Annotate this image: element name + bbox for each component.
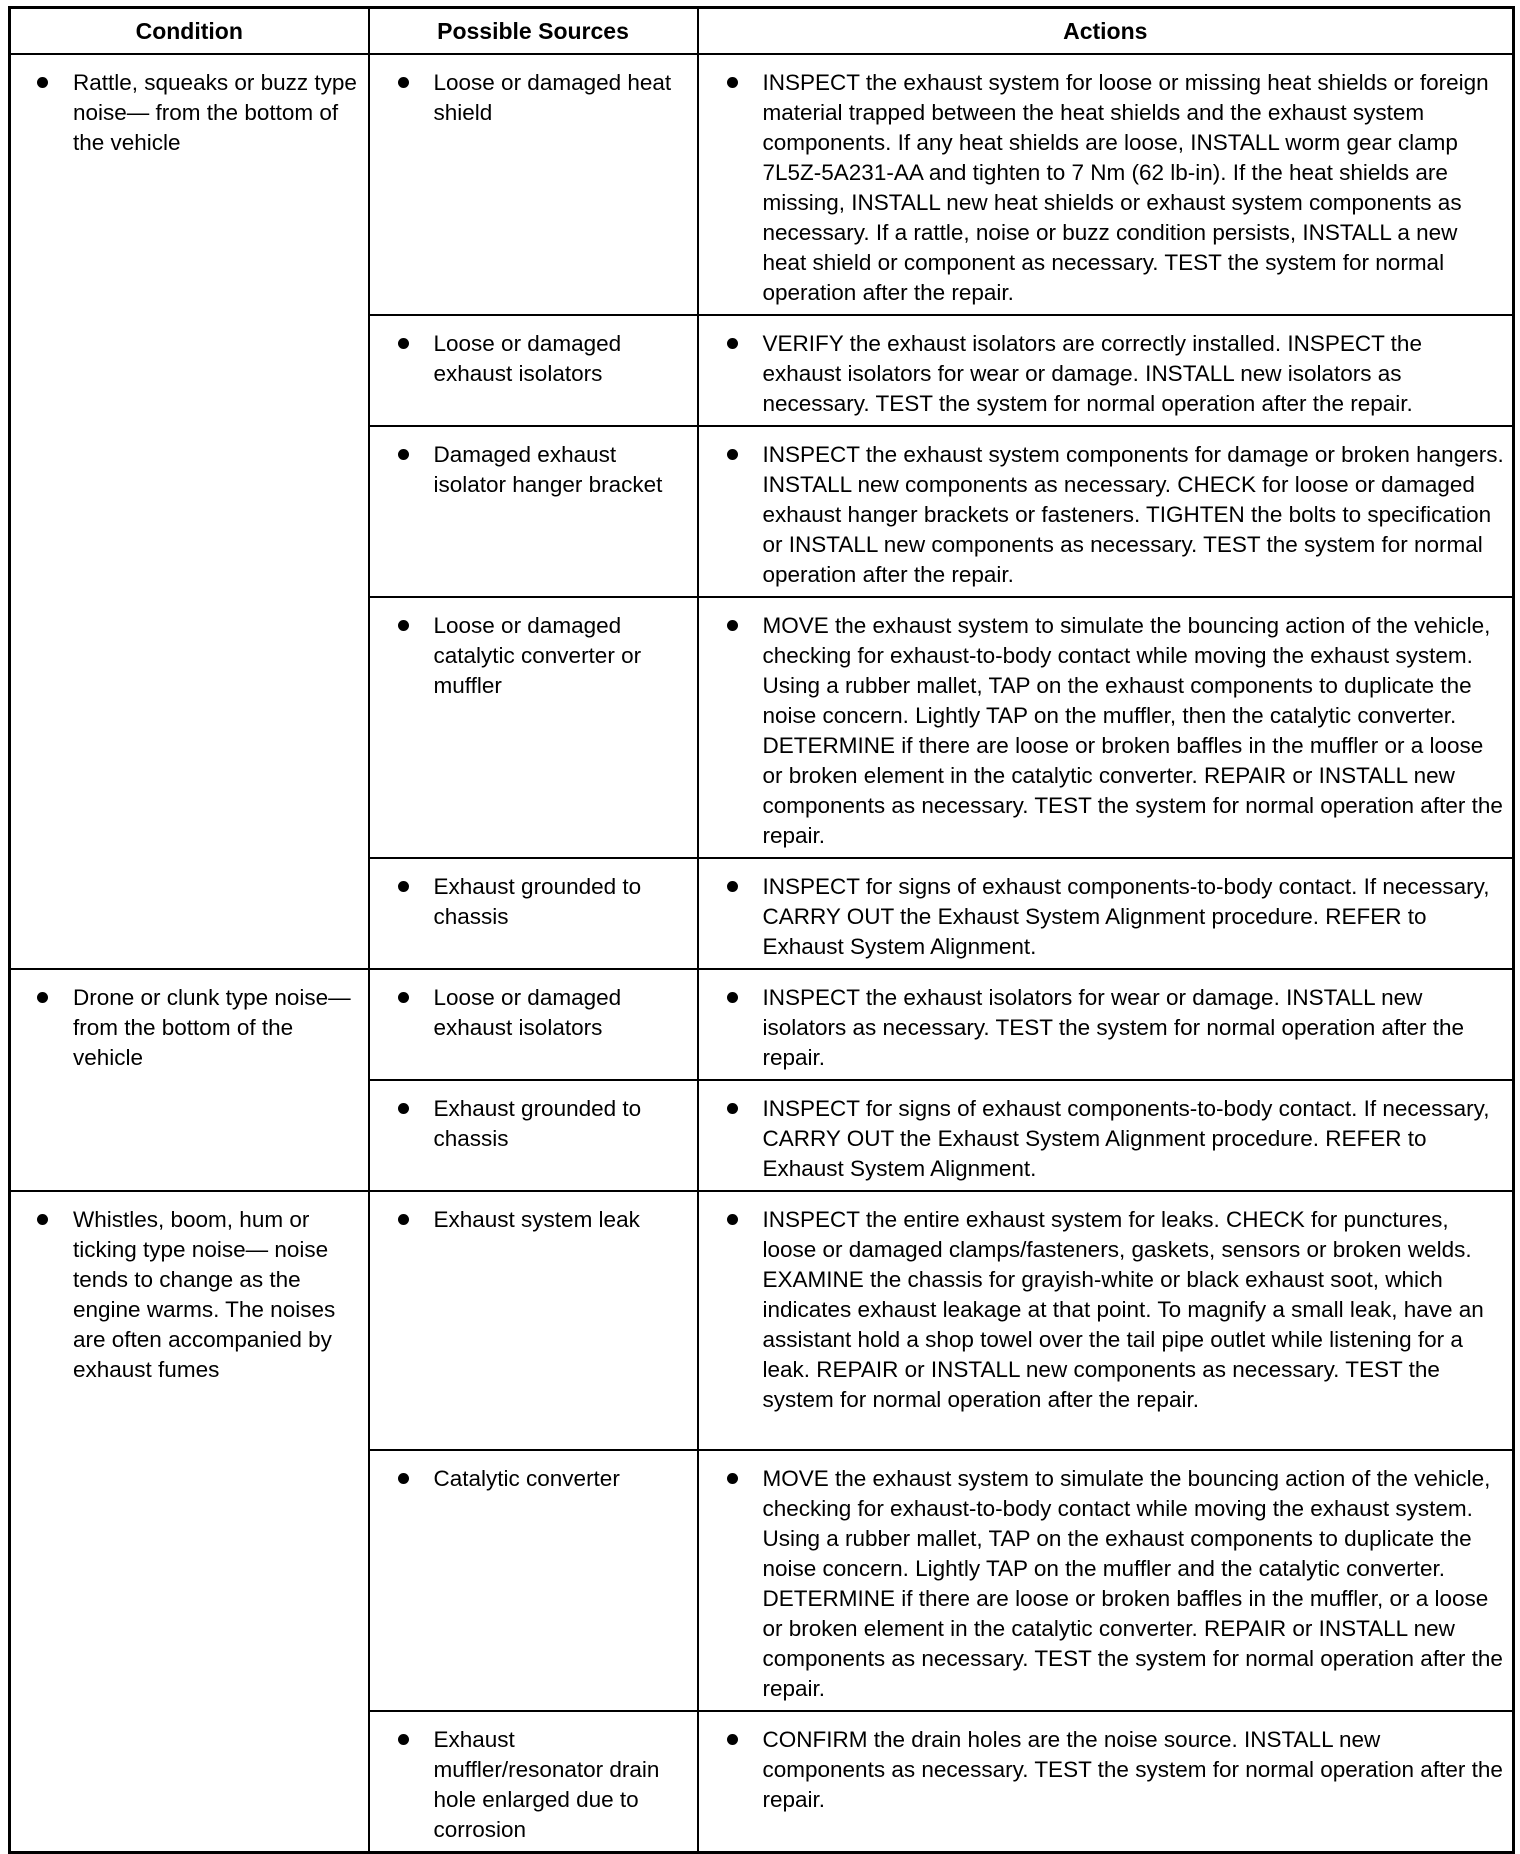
source-cell — [369, 1080, 698, 1191]
source-text: Loose or damaged catalytic converter or muffler — [398, 611, 691, 701]
column-header-actions: Actions — [698, 8, 1514, 55]
action-text: INSPECT for signs of exhaust components-to-body contact. If necessary, CARRY OUT the Exhaust System Alignment procedure. REFER to Exhaust System Alignment. — [727, 872, 1507, 962]
source-text: Exhaust grounded to chassis — [398, 1094, 691, 1154]
action-text: INSPECT the exhaust system components for damage or broken hangers. INSTALL new components as necessary. CHECK for loose or damaged exhaust hanger brackets or fasteners. TIGHTEN the bolts to specification or INSTALL new components as necessary. TEST the system for normal operation after the repair. — [727, 440, 1507, 590]
header-row — [10, 8, 1514, 55]
source-cell — [369, 1711, 698, 1853]
source-cell — [369, 1191, 698, 1450]
action-cell — [698, 1080, 1514, 1191]
source-text: Loose or damaged exhaust isolators — [398, 329, 691, 389]
table-row — [10, 1191, 1514, 1450]
action-text: MOVE the exhaust system to simulate the bouncing action of the vehicle, checking for exhaust-to-body contact while moving the exhaust system. Using a rubber mallet, TAP on the exhaust components to duplicate the noise concern. Lightly TAP on the muffler and the catalytic converter. DETERMINE if there are loose or broken baffles in the muffler, or a loose or broken element in the catalytic converter. REPAIR or INSTALL new components as necessary. TEST the system for normal operation after the repair. — [727, 1464, 1507, 1704]
diagnosis-table — [8, 6, 1515, 1854]
action-text: INSPECT the exhaust system for loose or missing heat shields or foreign material trapped between the heat shields and the exhaust system components. If any heat shields are loose, INSTALL worm gear clamp 7L5Z-5A231-AA and tighten to 7 Nm (62 lb-in). If the heat shields are missing, INSTALL new heat shields or exhaust system components as necessary. If a rattle, noise or buzz condition persists, INSTALL a new heat shield or component as necessary. TEST the system for normal operation after the repair. — [727, 68, 1507, 308]
source-cell — [369, 597, 698, 858]
action-text: VERIFY the exhaust isolators are correctly installed. INSPECT the exhaust isolators for wear or damage. INSTALL new isolators as necessary. TEST the system for normal operation after the repair. — [727, 329, 1507, 419]
column-header-sources: Possible Sources — [369, 8, 698, 55]
action-cell — [698, 1450, 1514, 1711]
source-cell — [369, 426, 698, 597]
condition-cell — [10, 1191, 369, 1853]
source-cell — [369, 969, 698, 1080]
action-text: MOVE the exhaust system to simulate the bouncing action of the vehicle, checking for exhaust-to-body contact while moving the exhaust system. Using a rubber mallet, TAP on the exhaust components to duplicate the noise concern. Lightly TAP on the muffler, then the catalytic converter. DETERMINE if there are loose or broken baffles in the muffler or a loose or broken element in the catalytic converter. REPAIR or INSTALL new components as necessary. TEST the system for normal operation after the repair. — [727, 611, 1507, 851]
source-text: Exhaust system leak — [398, 1205, 691, 1235]
action-cell — [698, 1191, 1514, 1450]
source-text: Catalytic converter — [398, 1464, 691, 1494]
action-cell — [698, 1711, 1514, 1853]
source-text: Damaged exhaust isolator hanger bracket — [398, 440, 691, 500]
action-cell — [698, 426, 1514, 597]
condition-text: Drone or clunk type noise— from the bottom of the vehicle — [37, 983, 362, 1073]
action-text: INSPECT the exhaust isolators for wear or damage. INSTALL new isolators as necessary. TEST the system for normal operation after the repair. — [727, 983, 1507, 1073]
condition-text: Whistles, boom, hum or ticking type noise— noise tends to change as the engine warms. The noises are often accompanied by exhaust fumes — [37, 1205, 362, 1385]
source-text: Exhaust grounded to chassis — [398, 872, 691, 932]
source-text: Loose or damaged exhaust isolators — [398, 983, 691, 1043]
source-cell — [369, 1450, 698, 1711]
action-cell — [698, 969, 1514, 1080]
action-text: INSPECT the entire exhaust system for leaks. CHECK for punctures, loose or damaged clamps/fasteners, gaskets, sensors or broken welds. EXAMINE the chassis for grayish-white or black exhaust soot, which indicates exhaust leakage at that point. To magnify a small leak, have an assistant hold a shop towel over the tail pipe outlet while listening for a leak. REPAIR or INSTALL new components as necessary. TEST the system for normal operation after the repair. — [727, 1205, 1507, 1415]
action-cell — [698, 597, 1514, 858]
action-cell — [698, 54, 1514, 315]
action-text: CONFIRM the drain holes are the noise source. INSTALL new components as necessary. TEST the system for normal operation after the repair. — [727, 1725, 1507, 1815]
table-row — [10, 969, 1514, 1080]
source-cell — [369, 315, 698, 426]
condition-text: Rattle, squeaks or buzz type noise— from the bottom of the vehicle — [37, 68, 362, 158]
column-header-condition: Condition — [10, 8, 369, 55]
source-cell — [369, 54, 698, 315]
table-row — [10, 54, 1514, 315]
action-text: INSPECT for signs of exhaust components-to-body contact. If necessary, CARRY OUT the Exhaust System Alignment procedure. REFER to Exhaust System Alignment. — [727, 1094, 1507, 1184]
source-cell — [369, 858, 698, 969]
condition-cell — [10, 969, 369, 1191]
condition-cell — [10, 54, 369, 969]
diagnosis-document — [8, 6, 1512, 1842]
source-text: Loose or damaged heat shield — [398, 68, 691, 128]
source-text: Exhaust muffler/resonator drain hole enlarged due to corrosion — [398, 1725, 691, 1845]
action-cell — [698, 858, 1514, 969]
action-cell — [698, 315, 1514, 426]
